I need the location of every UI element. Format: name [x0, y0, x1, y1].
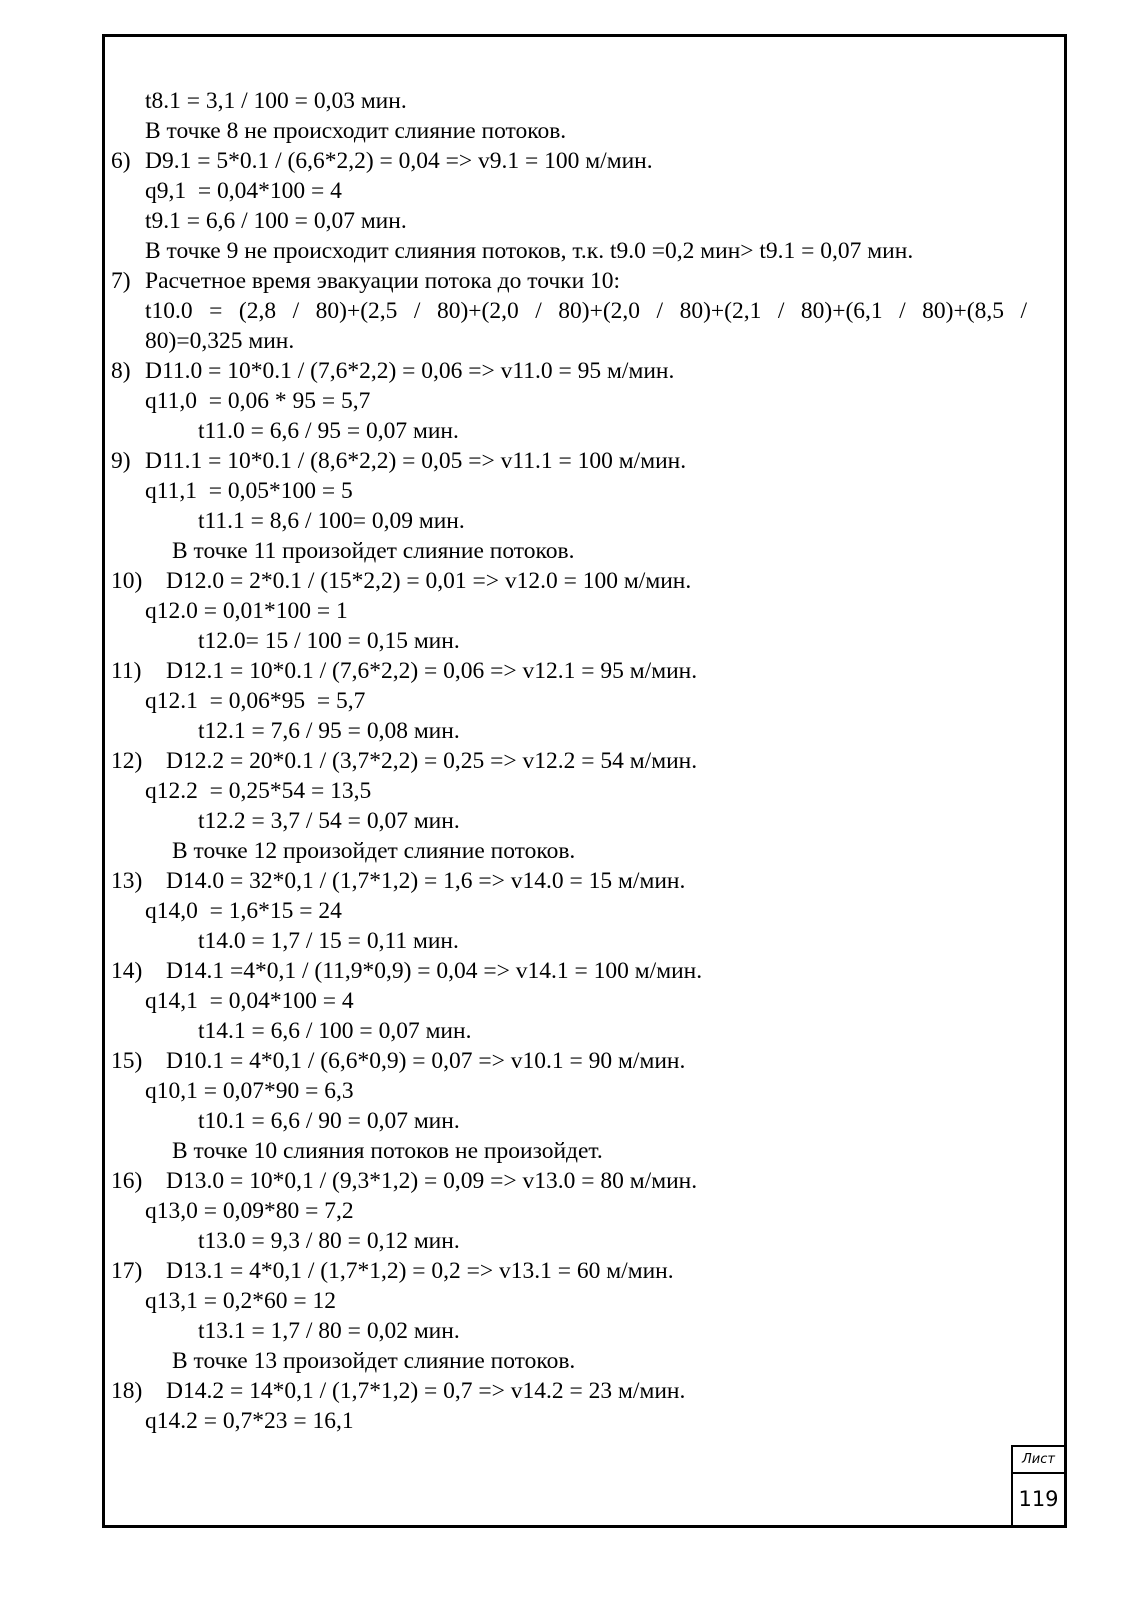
text-line: t11.0 = 6,6 / 95 = 0,07 мин. [198, 418, 459, 444]
item-number: 10) [111, 568, 143, 594]
text-line: В точке 9 не происходит слияния потоков, т.к. t9.0 =0,2 мин> t9.1 = 0,07 мин. [145, 238, 914, 264]
item-line: D11.1 = 10*0.1 / (8,6*2,2) = 0,05 => v11.1 = 100 м/мин. [145, 448, 687, 474]
text-line: t10.1 = 6,6 / 90 = 0,07 мин. [198, 1108, 460, 1134]
text-line: q10,1 = 0,07*90 = 6,3 [145, 1078, 354, 1104]
item-line: D14.0 = 32*0,1 / (1,7*1,2) = 1,6 => v14.0 = 15 м/мин. [166, 868, 686, 894]
text-line: t13.1 = 1,7 / 80 = 0,02 мин. [198, 1318, 460, 1344]
item-number: 12) [111, 748, 143, 774]
text-line: t9.1 = 6,6 / 100 = 0,07 мин. [145, 208, 407, 234]
item-number: 9) [111, 448, 131, 474]
item-line: D12.1 = 10*0.1 / (7,6*2,2) = 0,06 => v12.1 = 95 м/мин. [166, 658, 698, 684]
item-line: D12.0 = 2*0.1 / (15*2,2) = 0,01 => v12.0 = 100 м/мин. [166, 568, 692, 594]
item-number: 8) [111, 358, 131, 384]
text-line: t10.0 = (2,8 / 80)+(2,5 / 80)+(2,0 / 80)+(2,0 / 80)+(2,1 / 80)+(6,1 / 80)+(8,5 / [145, 298, 1027, 324]
text-line: q11,0 = 0,06 * 95 = 5,7 [145, 388, 371, 414]
sheet-stamp [1011, 1445, 1064, 1525]
item-number: 13) [111, 868, 143, 894]
text-line: В точке 8 не происходит слияние потоков. [145, 118, 567, 144]
text-line: В точке 12 произойдет слияние потоков. [172, 838, 576, 864]
item-line: D10.1 = 4*0,1 / (6,6*0,9) = 0,07 => v10.1 = 90 м/мин. [166, 1048, 686, 1074]
text-line: q13,1 = 0,2*60 = 12 [145, 1288, 337, 1314]
text-line: q9,1 = 0,04*100 = 4 [145, 178, 342, 204]
item-line: Расчетное время эвакуации потока до точки 10: [145, 268, 621, 294]
text-line: t12.1 = 7,6 / 95 = 0,08 мин. [198, 718, 460, 744]
text-line: В точке 13 произойдет слияние потоков. [172, 1348, 576, 1374]
text-line: q14.2 = 0,7*23 = 16,1 [145, 1408, 354, 1434]
item-line: D14.1 =4*0,1 / (11,9*0,9) = 0,04 => v14.1 = 100 м/мин. [166, 958, 703, 984]
item-line: D9.1 = 5*0.1 / (6,6*2,2) = 0,04 => v9.1 = 100 м/мин. [145, 148, 653, 174]
item-number: 7) [111, 268, 131, 294]
text-line: t14.1 = 6,6 / 100 = 0,07 мин. [198, 1018, 472, 1044]
text-line: В точке 11 произойдет слияние потоков. [172, 538, 575, 564]
text-line: q13,0 = 0,09*80 = 7,2 [145, 1198, 354, 1224]
text-line: В точке 10 слияния потоков не произойдет. [172, 1138, 603, 1164]
sheet-number: 119 [1018, 1487, 1059, 1511]
text-line: q11,1 = 0,05*100 = 5 [145, 478, 353, 504]
item-number: 15) [111, 1048, 143, 1074]
item-line: D12.2 = 20*0.1 / (3,7*2,2) = 0,25 => v12.2 = 54 м/мин. [166, 748, 698, 774]
text-line: t12.0= 15 / 100 = 0,15 мин. [198, 628, 460, 654]
text-line: t8.1 = 3,1 / 100 = 0,03 мин. [145, 88, 407, 114]
item-number: 6) [111, 148, 131, 174]
text-line: q14,1 = 0,04*100 = 4 [145, 988, 354, 1014]
text-line: t12.2 = 3,7 / 54 = 0,07 мин. [198, 808, 460, 834]
item-line: D11.0 = 10*0.1 / (7,6*2,2) = 0,06 => v11.0 = 95 м/мин. [145, 358, 675, 384]
text-line: q12.2 = 0,25*54 = 13,5 [145, 778, 372, 804]
item-number: 16) [111, 1168, 143, 1194]
item-number: 14) [111, 958, 143, 984]
text-line: 80)=0,325 мин. [145, 328, 295, 354]
text-line: q12.1 = 0,06*95 = 5,7 [145, 688, 366, 714]
item-line: D13.1 = 4*0,1 / (1,7*1,2) = 0,2 => v13.1 = 60 м/мин. [166, 1258, 674, 1284]
item-line: D14.2 = 14*0,1 / (1,7*1,2) = 0,7 => v14.2 = 23 м/мин. [166, 1378, 686, 1404]
text-line: q12.0 = 0,01*100 = 1 [145, 598, 348, 624]
text-line: q14,0 = 1,6*15 = 24 [145, 898, 342, 924]
text-line: t13.0 = 9,3 / 80 = 0,12 мин. [198, 1228, 460, 1254]
sheet-label: Лист [1013, 1447, 1064, 1474]
item-line: D13.0 = 10*0,1 / (9,3*1,2) = 0,09 => v13.0 = 80 м/мин. [166, 1168, 698, 1194]
item-number: 11) [111, 658, 142, 684]
page-frame [102, 34, 1067, 1528]
text-line: t14.0 = 1,7 / 15 = 0,11 мин. [198, 928, 459, 954]
text-line: t11.1 = 8,6 / 100= 0,09 мин. [198, 508, 465, 534]
item-number: 17) [111, 1258, 143, 1284]
item-number: 18) [111, 1378, 143, 1404]
